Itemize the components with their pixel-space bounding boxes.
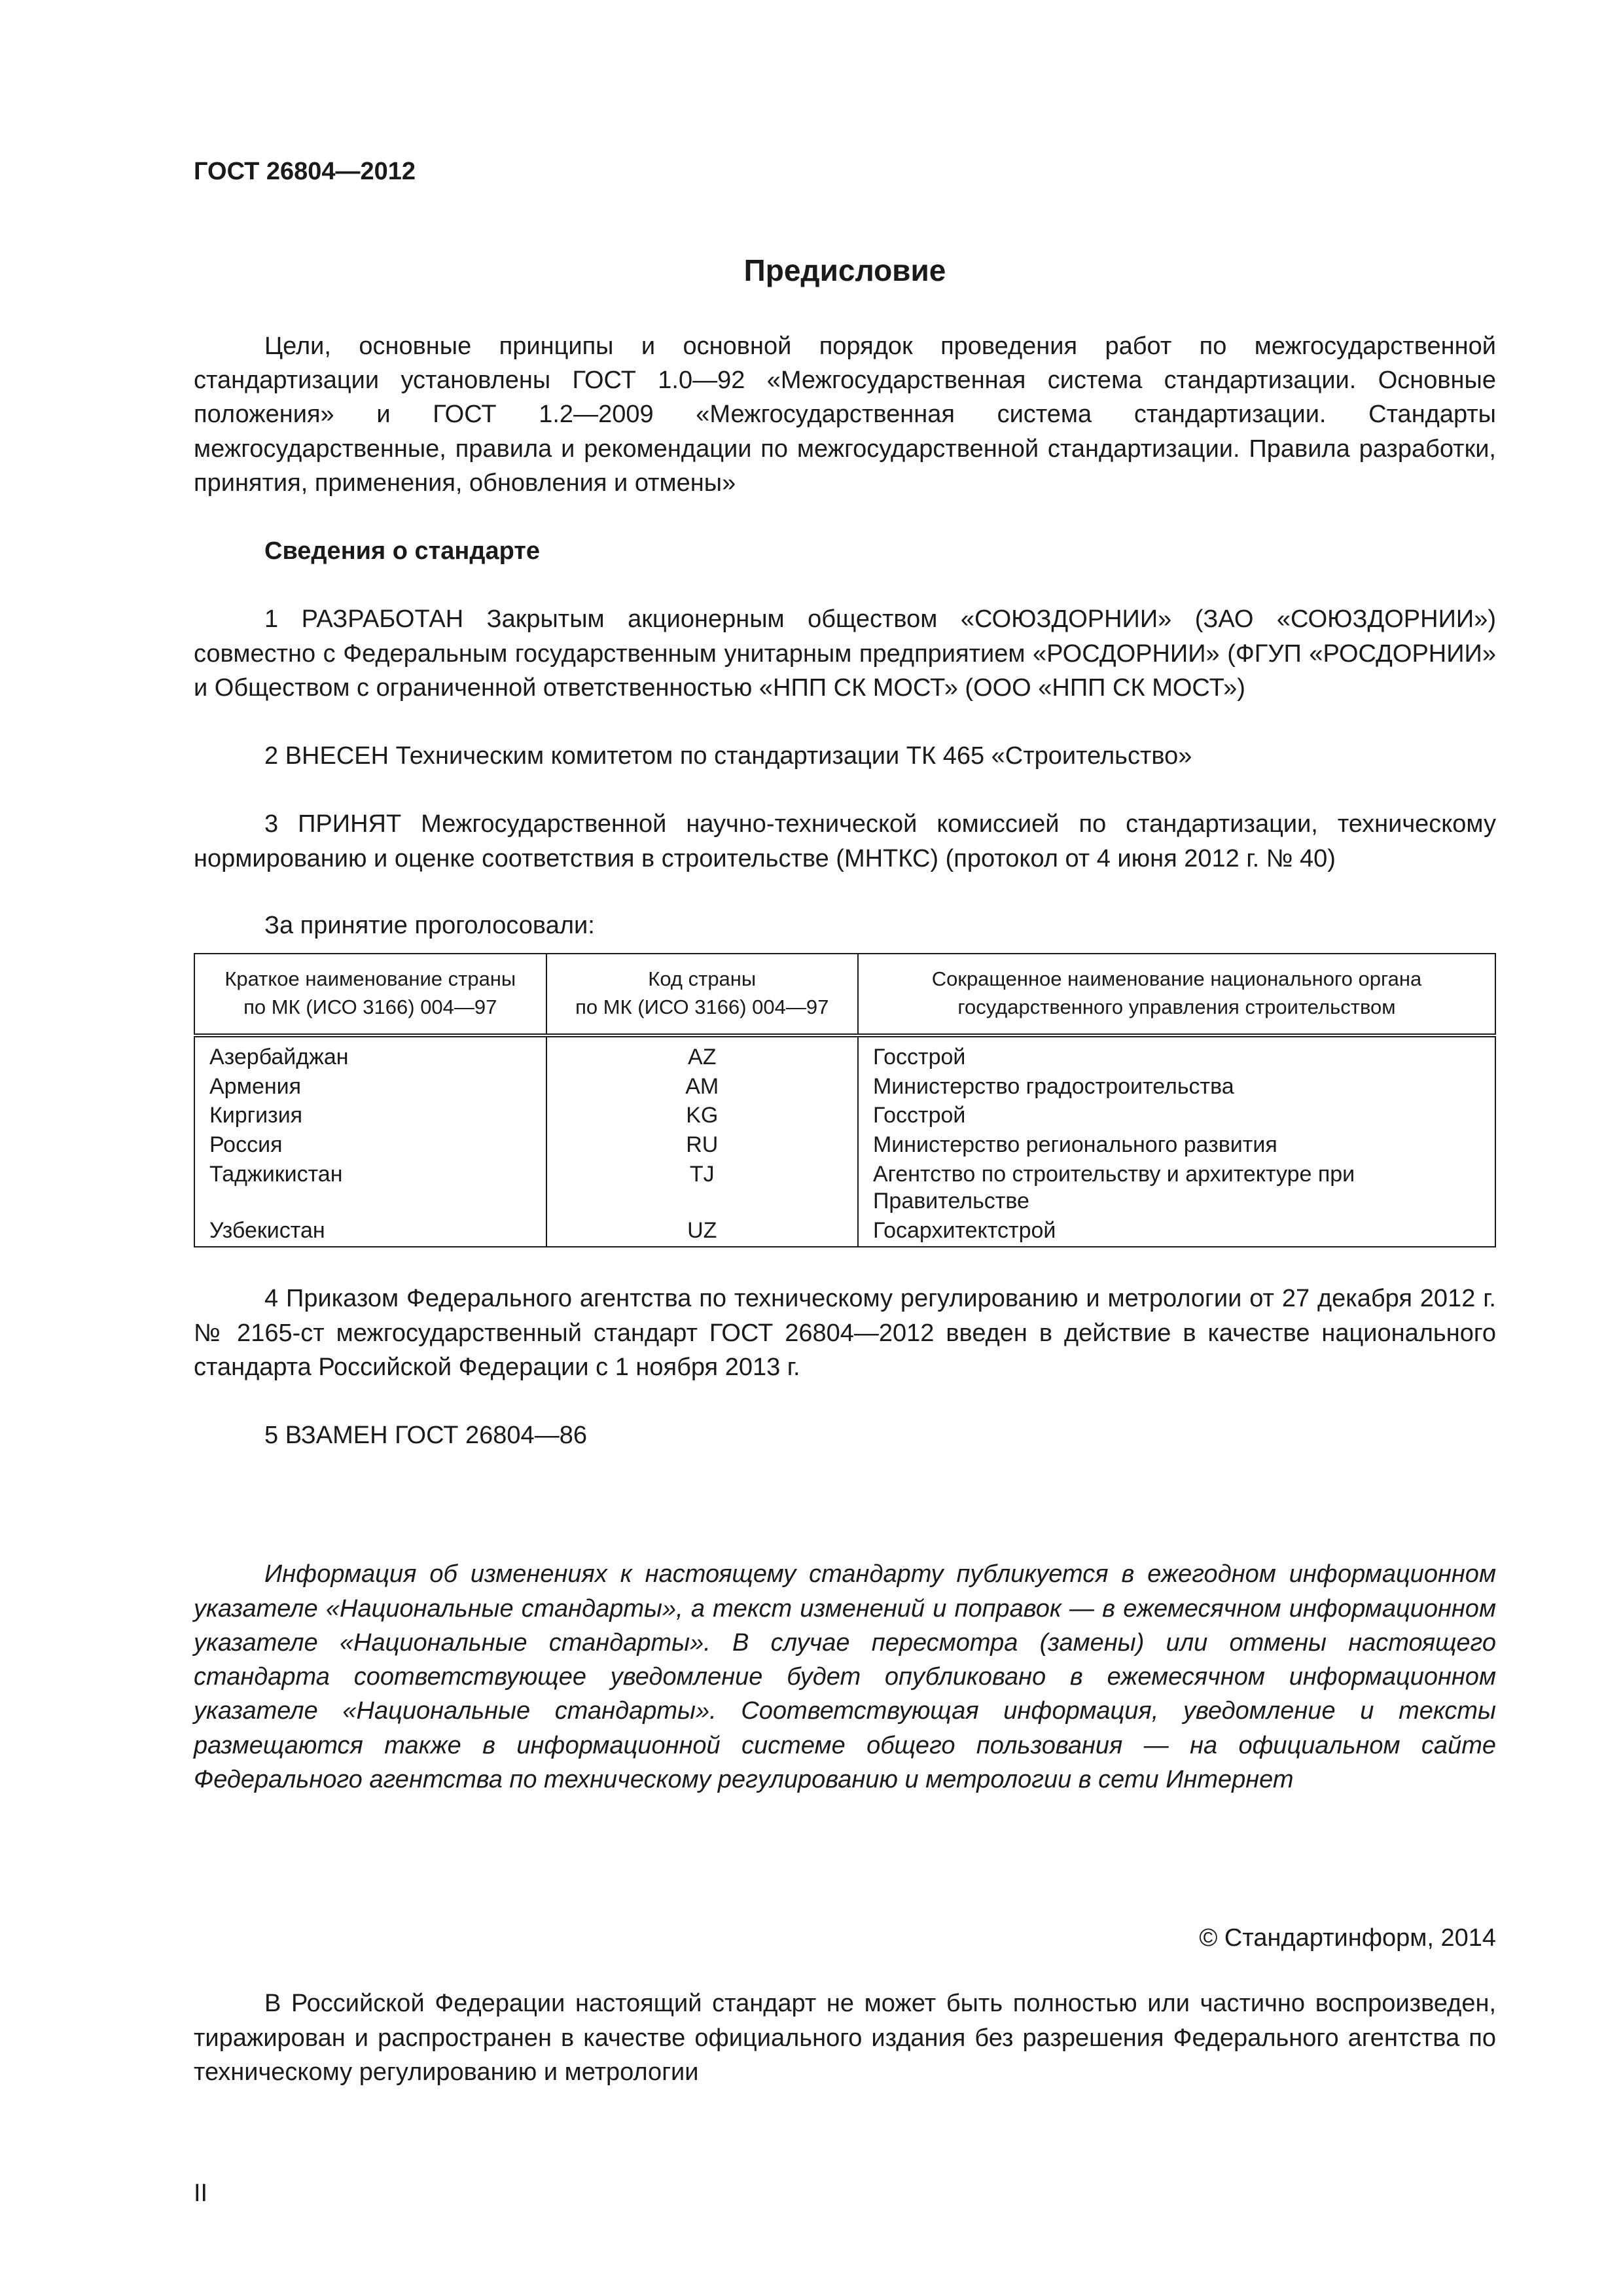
item-developed: 1 РАЗРАБОТАН Закрытым акционерным обществом «СОЮЗДОРНИИ» (ЗАО «СОЮЗДОРНИИ») совместно с Федеральным государственным унитарным предприятием «РОСДОРНИИ» (ФГУП «РОСДОРНИИ» и Обществом с ограниченной ответственностью «НПП СК МОСТ» (ООО «НПП СК МОСТ»)	[194, 605, 1496, 702]
vote-label: За принятие проголосовали:	[264, 911, 595, 939]
section-heading: Сведения о стандарте	[264, 537, 541, 565]
header-country-name: Краткое наименование страны по МК (ИСО 3166) 004—97	[194, 954, 546, 1035]
authority-cell: Госархитектстрой	[858, 1216, 1495, 1247]
table-row	[194, 1035, 1495, 1072]
code-cell: UZ	[546, 1216, 858, 1247]
country-cell: Армения	[194, 1072, 546, 1102]
item-submitted: 2 ВНЕСЕН Техническим комитетом по стандартизации ТК 465 «Строительство»	[264, 742, 1192, 770]
authority-cell: Госстрой	[858, 1035, 1495, 1072]
country-cell: Таджикистан	[194, 1160, 546, 1216]
item-adopted: 3 ПРИНЯТ Межгосударственной научно-технической комиссией по стандартизации, техническому нормированию и оценке соответствия в строительстве (МНТКС) (протокол от 4 июня 2012 г. № 40)	[194, 810, 1496, 872]
item-enacted: 4 Приказом Федерального агентства по техническому регулированию и метрологии от 27 декабря 2012 г. № 2165-ст межгосударственный стандарт ГОСТ 26804—2012 введен в действие в качестве национального стандарта Российской Федерации с 1 ноября 2013 г.	[194, 1285, 1496, 1381]
country-cell: Киргизия	[194, 1101, 546, 1130]
item-replaces: 5 ВЗАМЕН ГОСТ 26804—86	[264, 1422, 587, 1450]
table-row	[194, 1130, 1495, 1160]
authority-cell: Агентство по строительству и архитектуре при Правительстве	[858, 1160, 1495, 1216]
reproduction-note: В Российской Федерации настоящий стандарт не может быть полностью или частично воспроизведен, тиражирован и распространен в качестве официального издания без разрешения Федерального агентства по техническому регулированию и метрологии	[194, 1990, 1496, 2086]
code-cell: AZ	[546, 1035, 858, 1072]
info-note: Информация об изменениях к настоящему стандарту публикуется в ежегодном информационном указателе «Национальные стандарты», а текст изменений и поправок — в ежемесячном информационном указателе «Национальные стандарты». В случае пересмотра (замены) или отмены настоящего стандарта соответствующее уведомление будет опубликовано в ежемесячном информационном указателе «Национальные стандарты». Соответствующая информация, уведомление и тексты размещаются также в информационной системе общего пользования — на официальном сайте Федерального агентства по техническому регулированию и метрологии в сети Интернет	[194, 1560, 1496, 1793]
table-row	[194, 1160, 1495, 1216]
code-cell: AM	[546, 1072, 858, 1102]
country-cell: Узбекистан	[194, 1216, 546, 1247]
page-number: II	[194, 2179, 208, 2207]
table-row	[194, 1101, 1495, 1130]
header-authority: Сокращенное наименование национального органа государственного управления строительством	[858, 954, 1495, 1035]
authority-cell: Госстрой	[858, 1101, 1495, 1130]
code-cell: KG	[546, 1101, 858, 1130]
document-code: ГОСТ 26804—2012	[194, 158, 416, 185]
voting-table	[194, 953, 1496, 1247]
country-cell: Азербайджан	[194, 1035, 546, 1072]
header-country-code: Код страны по МК (ИСО 3166) 004—97	[546, 954, 858, 1035]
copyright: © Стандартинформ, 2014	[1199, 1924, 1496, 1952]
authority-cell: Министерство регионального развития	[858, 1130, 1495, 1160]
page-title: Предисловие	[743, 253, 946, 287]
authority-cell: Министерство градостроительства	[858, 1072, 1495, 1102]
intro-paragraph: Цели, основные принципы и основной порядок проведения работ по межгосударственной стандартизации установлены ГОСТ 1.0—92 «Межгосударственная система стандартизации. Основные положения» и ГОСТ 1.2—2009 «Межгосударственная система стандартизации. Стандарты межгосударственные, правила и рекомендации по межгосударственной стандартизации. Правила разработки, принятия, применения, обновления и отмены»	[194, 332, 1496, 497]
table-row	[194, 1072, 1495, 1102]
code-cell: RU	[546, 1130, 858, 1160]
country-cell: Россия	[194, 1130, 546, 1160]
document-page	[194, 157, 1496, 2089]
table-header-row	[194, 954, 1495, 1035]
table-row	[194, 1216, 1495, 1247]
code-cell: TJ	[546, 1160, 858, 1216]
